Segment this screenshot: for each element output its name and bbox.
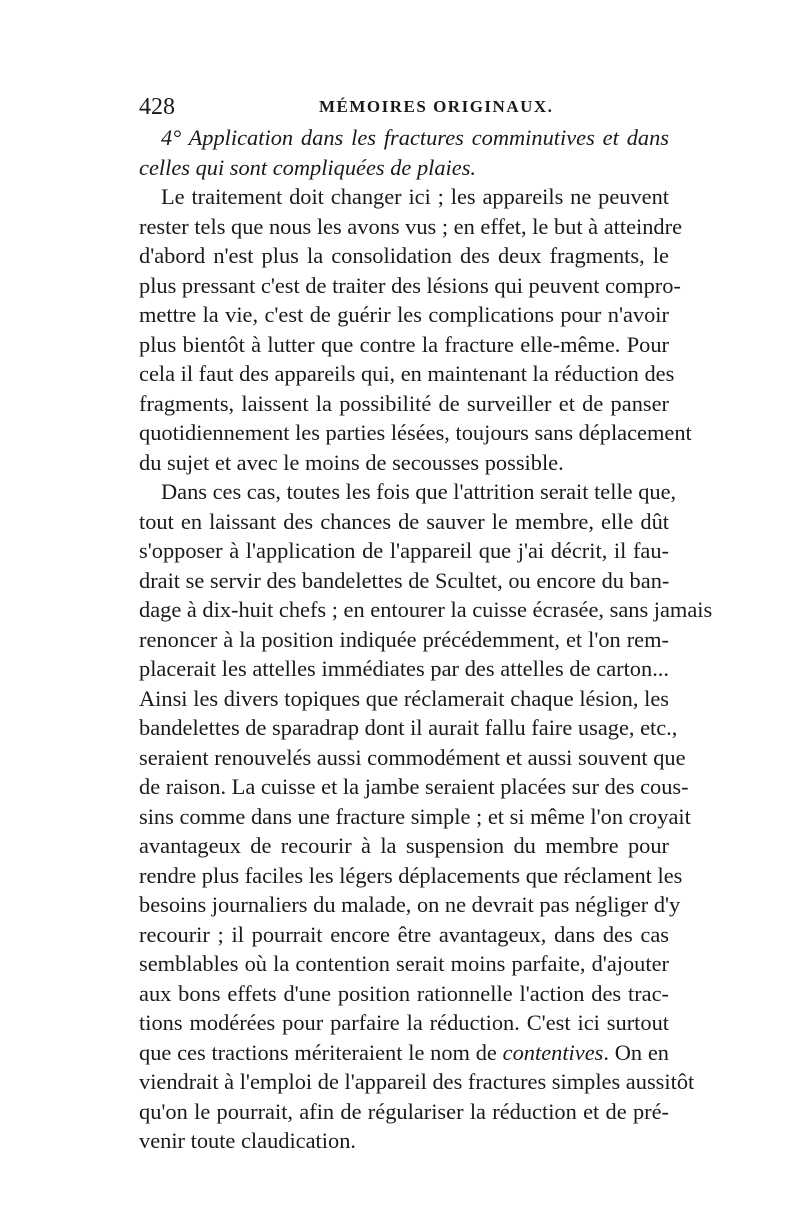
- text-line: mettre la vie, c'est de guérir les complications pour n'avoir: [139, 302, 669, 327]
- text-segment: que ces tractions mériteraient le nom de: [139, 1039, 503, 1065]
- text-line: Ainsi les divers topiques que réclamerait chaque lésion, les: [139, 685, 669, 711]
- text-line: cela il faut des appareils qui, en maintenant la réduction des: [139, 361, 675, 386]
- paragraph-2: [139, 477, 713, 1156]
- text-line: semblables où la contention serait moins parfaite, d'ajouter: [139, 951, 669, 976]
- section-title-line: 4° Application dans les fractures comminutives et dans: [161, 125, 669, 150]
- text-line: aux bons effets d'une position rationnelle l'action des trac-: [139, 980, 669, 1006]
- section-title: [139, 123, 669, 182]
- text-line: qu'on le pourrait, afin de régulariser la réduction et de pré-: [139, 1098, 669, 1124]
- text-line: rendre plus faciles les légers déplacements que réclament les: [139, 862, 683, 888]
- text-line: bandelettes de sparadrap dont il aurait fallu faire usage, etc.,: [139, 715, 678, 740]
- text-line: viendrait à l'emploi de l'appareil des fractures simples aussitôt: [139, 1069, 695, 1094]
- italic-term: contentives: [502, 1039, 604, 1065]
- text-line: venir toute claudication.: [139, 1128, 356, 1153]
- text-line: plus pressant c'est de traiter des lésions qui peuvent compro-: [139, 272, 681, 298]
- text-line-with-italic: [139, 1038, 669, 1068]
- text-line: avantageux de recourir à la suspension du membre pour: [139, 833, 669, 858]
- text-line: seraient renouvelés aussi commodément et aussi souvent que: [139, 744, 686, 770]
- text-line: besoins journaliers du malade, on ne devrait pas négliger d'y: [139, 892, 681, 917]
- text-line: placerait les attelles immédiates par des attelles de carton...: [139, 656, 669, 681]
- section-title-line: celles qui sont compliquées de plaies.: [139, 154, 477, 180]
- text-line: fragments, laissent la possibilité de surveiller et de panser: [139, 390, 669, 416]
- text-line: plus bientôt à lutter que contre la fracture elle-même. Pour: [139, 331, 669, 357]
- text-line: d'abord n'est plus la consolidation des deux fragments, le: [139, 243, 669, 268]
- text-line: quotidiennement les parties lésées, toujours sans déplacement: [139, 420, 692, 445]
- text-line: s'opposer à l'application de l'appareil que j'ai décrit, il fau-: [139, 538, 669, 563]
- text-line: tions modérées pour parfaire la réduction. C'est ici surtout: [139, 1010, 669, 1035]
- text-line: drait se servir des bandelettes de Scultet, ou encore du ban-: [139, 567, 670, 593]
- text-line: rester tels que nous les avons vus ; en effet, le but à atteindre: [139, 213, 683, 239]
- text-line: Le traitement doit changer ici ; les appareils ne peuvent: [161, 184, 669, 209]
- text-segment: . On en: [603, 1039, 669, 1065]
- body-text: [139, 123, 713, 1156]
- text-line: sins comme dans une fracture simple ; et si même l'on croyait: [139, 803, 691, 829]
- text-line: Dans ces cas, toutes les fois que l'attrition serait telle que,: [161, 479, 677, 504]
- text-line: tout en laissant des chances de sauver le membre, elle dût: [139, 508, 669, 534]
- text-line: du sujet et avec le moins de secousses possible.: [139, 449, 564, 475]
- text-line: de raison. La cuisse et la jambe seraient placées sur des cous-: [139, 774, 689, 799]
- text-line: renoncer à la position indiquée précédemment, et l'on rem-: [139, 626, 669, 652]
- page-number: 428: [139, 94, 175, 120]
- text-line: dage à dix-huit chefs ; en entourer la cuisse écrasée, sans jamais: [139, 597, 713, 622]
- page-header: [139, 90, 669, 124]
- text-line: recourir ; il pourrait encore être avantageux, dans des cas: [139, 921, 669, 947]
- paragraph-1: [139, 182, 692, 477]
- running-title: MÉMOIRES ORIGINAUX.: [319, 97, 554, 116]
